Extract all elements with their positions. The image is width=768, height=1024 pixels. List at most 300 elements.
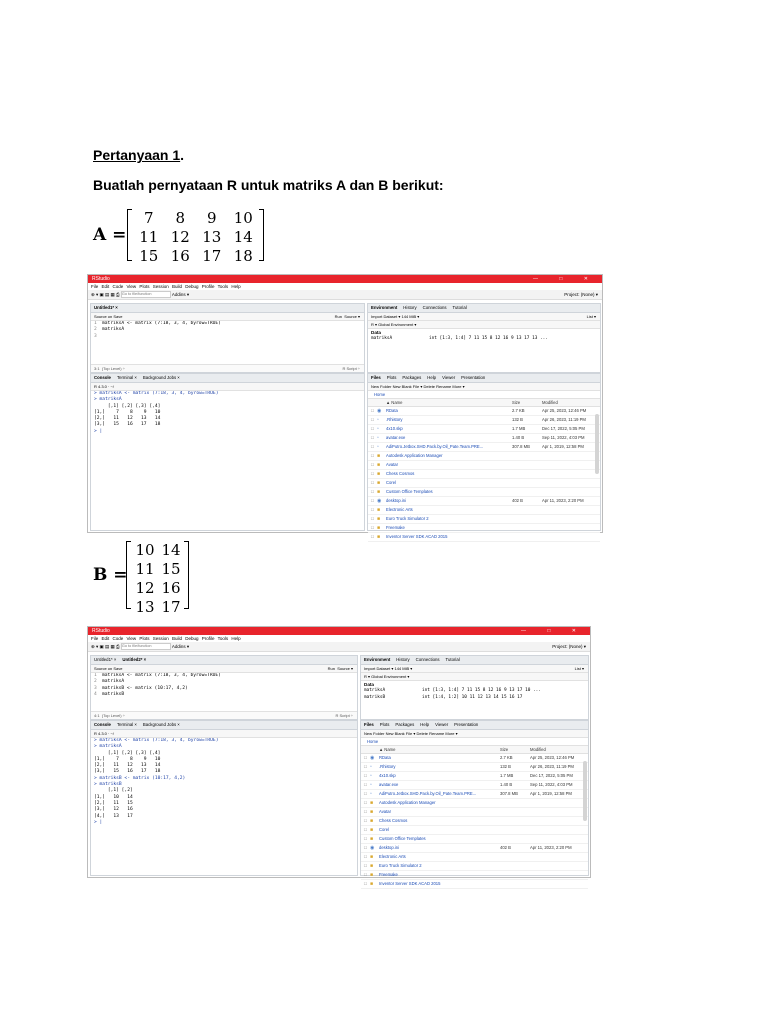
checkbox[interactable]: ☐: [363, 755, 368, 760]
file-name[interactable]: Custom Office Templates: [386, 489, 433, 494]
matrix-cell: 16: [161, 579, 181, 597]
console-line: [3,] 12 16: [94, 807, 133, 813]
source-pane: [90, 655, 358, 720]
source-toolbar: [91, 665, 357, 673]
tab-untitled2[interactable]: Untitled2* ×: [122, 657, 147, 662]
tab-connections[interactable]: Connections: [415, 657, 440, 662]
tab-terminal[interactable]: Terminal ×: [116, 722, 137, 727]
col-modified[interactable]: Modified: [530, 747, 546, 752]
rstudio-window-1: [87, 274, 603, 540]
file-size: 1.40 B: [512, 435, 525, 440]
checkbox[interactable]: ☐: [363, 773, 368, 778]
source-line[interactable]: [94, 334, 364, 340]
file-size: [512, 479, 542, 487]
folder-icon: ■: [370, 854, 374, 860]
file-row[interactable]: [368, 533, 600, 542]
folder-icon: ■: [377, 507, 381, 513]
tab-viewer[interactable]: Viewer: [435, 722, 449, 727]
question-title-period: .: [180, 147, 185, 163]
file-row[interactable]: [368, 425, 600, 434]
source-editor[interactable]: [91, 321, 364, 340]
file-name[interactable]: Corel: [379, 827, 390, 832]
env-var-name: matriksB: [364, 694, 386, 700]
checkbox[interactable]: ☐: [370, 435, 375, 440]
line-code: matriksB: [102, 691, 125, 697]
file-name[interactable]: Avatar: [379, 809, 392, 814]
tab-terminal[interactable]: Terminal ×: [116, 375, 137, 380]
breadcrumb-home[interactable]: Home: [368, 391, 600, 399]
title-bar: [88, 275, 602, 283]
checkbox[interactable]: ☐: [370, 426, 375, 431]
file-name[interactable]: Chess Cosmos: [379, 818, 408, 823]
file-icon: ▫: [370, 773, 372, 779]
console-line: [3,] 15 16 17 18: [94, 422, 161, 428]
import-dataset[interactable]: Import Dataset ▾ 144 MiB ▾: [364, 666, 413, 671]
folder-icon: ■: [377, 453, 381, 459]
folder-icon: ■: [377, 489, 381, 495]
matrix-b: [93, 539, 193, 616]
files-pane: [367, 373, 601, 540]
file-name[interactable]: 4x10.skp: [386, 426, 403, 431]
matrix-a-left-bracket: [127, 209, 132, 261]
file-modified: [530, 880, 588, 888]
line-number: 4: [94, 691, 97, 697]
file-name[interactable]: avatar.exe: [379, 782, 399, 787]
file-name[interactable]: desktop.ini: [386, 498, 407, 503]
file-name[interactable]: Inventor Server SDK ACAD 2015: [386, 534, 448, 539]
rstudio-window-2: [87, 626, 591, 887]
matrix-cell: 11: [135, 560, 155, 578]
file-size: [512, 506, 542, 514]
file-size: [500, 799, 530, 807]
file-size: [500, 835, 530, 843]
file-row[interactable]: [361, 826, 588, 835]
console-output[interactable]: [91, 391, 364, 435]
col-name[interactable]: ▲ Name: [379, 747, 396, 752]
file-name[interactable]: Inventor Server SDK ACAD 2015: [379, 881, 441, 886]
tab-console[interactable]: Console: [94, 722, 111, 727]
file-row[interactable]: [361, 835, 588, 844]
console-line: [,1] [,2]: [94, 788, 133, 794]
tab-packages[interactable]: Packages: [402, 375, 422, 380]
file-row[interactable]: [361, 853, 588, 862]
file-modified: Apr 25, 2023, 12:46 PM: [530, 755, 575, 760]
console-line: [3,] 15 16 17 18: [94, 769, 161, 775]
r-version: R 4.3.0 · ~/: [91, 383, 364, 391]
global-env-selector[interactable]: R ▾ Global Environment ▾: [361, 673, 588, 681]
checkbox[interactable]: ☐: [363, 818, 368, 823]
tab-connections[interactable]: Connections: [422, 305, 447, 310]
console-line: [2,] 11 15: [94, 800, 133, 806]
checkbox[interactable]: ☐: [363, 764, 368, 769]
files-toolbar[interactable]: New Folder New Blank File ▾ Delete Rename More ▾: [368, 383, 600, 391]
menu-bar[interactable]: File Edit Code View Plots Session Build Debug Profile Tools Help: [88, 635, 590, 642]
matrix-row: [133, 247, 259, 266]
source-button[interactable]: Source ▾: [337, 666, 353, 671]
file-name[interactable]: Euro Truck Simulator 2: [379, 863, 422, 868]
file-name[interactable]: 4x10.skp: [379, 773, 396, 778]
project-menu[interactable]: Project: (None) ▾: [552, 644, 586, 649]
checkbox[interactable]: ☐: [370, 417, 375, 422]
checkbox[interactable]: ☐: [370, 525, 375, 530]
line-number: 2: [94, 327, 97, 333]
file-size: [512, 470, 542, 478]
line-code: matriksA: [102, 679, 125, 685]
console-line: [1,] 10 14: [94, 794, 133, 800]
file-modified: [542, 461, 600, 469]
checkbox[interactable]: ☐: [363, 800, 368, 805]
matrix-cell: 7: [143, 209, 154, 227]
file-row[interactable]: [361, 763, 588, 772]
file-modified: [530, 853, 588, 861]
run-button[interactable]: Run: [327, 666, 335, 671]
matrix-a-table: [133, 209, 259, 266]
file-modified: Apr 1, 2019, 12:58 PM: [542, 444, 584, 449]
file-modified: [530, 871, 588, 879]
matrix-cell: 8: [175, 209, 186, 227]
file-modified: Apr 26, 2023, 11:19 PM: [530, 764, 574, 769]
source-status: [91, 711, 357, 719]
checkbox[interactable]: ☐: [363, 863, 368, 868]
checkbox[interactable]: ☐: [370, 408, 375, 413]
file-size: 402 B: [500, 845, 511, 850]
toolbar-icons[interactable]: ⊕ ▾ ▣ ▤ ▦ ⎙: [91, 292, 121, 297]
env-list: [368, 336, 600, 343]
file-row[interactable]: [361, 790, 588, 799]
file-modified: Sep 11, 2022, 4:03 PM: [542, 435, 585, 440]
file-row[interactable]: [368, 497, 600, 506]
file-row[interactable]: [361, 862, 588, 871]
tab-help[interactable]: Help: [420, 722, 430, 727]
files-header: [368, 399, 600, 407]
matrix-cell: 18: [233, 247, 253, 265]
file-size: 402 B: [512, 498, 523, 503]
file-name[interactable]: RData: [386, 408, 398, 413]
file-modified: [542, 488, 600, 496]
file-icon: ▫: [370, 791, 372, 797]
file-name[interactable]: Freemake: [379, 872, 398, 877]
breadcrumb-home[interactable]: Home: [361, 738, 588, 746]
file-row[interactable]: [368, 488, 600, 497]
file-row[interactable]: [361, 871, 588, 880]
file-modified: [530, 799, 588, 807]
matrix-b-label: B =: [93, 565, 128, 585]
window-title: RStudio: [92, 628, 110, 634]
file-size: 2.7 KB: [500, 755, 513, 760]
file-modified: [542, 515, 600, 523]
col-modified[interactable]: Modified: [542, 400, 558, 405]
file-name[interactable]: avatar.exe: [386, 435, 406, 440]
checkbox[interactable]: ☐: [363, 782, 368, 787]
checkbox[interactable]: ☐: [363, 854, 368, 859]
matrix-cell: 13: [202, 228, 222, 246]
file-modified: [530, 835, 588, 843]
file-name[interactable]: AdiPutro.Jetbox.SHD.Pack.by.Oil_Pate.Team.PRE...: [386, 444, 484, 449]
tab-packages[interactable]: Packages: [395, 722, 415, 727]
tab-files[interactable]: Files: [364, 722, 374, 727]
console-line: > matriksA: [94, 397, 122, 403]
env-toolbar: [361, 665, 588, 673]
file-name[interactable]: .Rhistory: [386, 417, 403, 422]
tab-history[interactable]: History: [396, 657, 410, 662]
file-row[interactable]: [368, 461, 600, 470]
tab-presentation[interactable]: Presentation: [454, 722, 479, 727]
file-row[interactable]: [368, 506, 600, 515]
matrix-cell: 12: [170, 228, 190, 246]
folder-icon: ■: [370, 881, 374, 887]
checkbox[interactable]: ☐: [370, 444, 375, 449]
file-name[interactable]: Autodesk Application Manager: [379, 800, 436, 805]
file-row[interactable]: [361, 781, 588, 790]
environment-pane: [367, 303, 601, 373]
list-view[interactable]: List ▾: [586, 314, 596, 319]
main-toolbar: [88, 642, 590, 652]
file-name[interactable]: Euro Truck Simulator 2: [386, 516, 429, 521]
file-icon: ▫: [377, 426, 379, 432]
tab-environment[interactable]: Environment: [364, 657, 391, 662]
matrix-row: [132, 598, 184, 617]
file-row[interactable]: [368, 470, 600, 479]
matrix-b-left-bracket: [126, 541, 131, 609]
file-size: 307.8 MB: [500, 791, 518, 796]
tab-presentation[interactable]: Presentation: [461, 375, 486, 380]
folder-icon: ■: [370, 872, 374, 878]
data-header: Data: [371, 330, 381, 335]
tab-plots[interactable]: Plots: [379, 722, 390, 727]
matrix-row: [132, 560, 184, 579]
checkbox[interactable]: ☐: [370, 453, 375, 458]
file-name[interactable]: Autodesk Application Manager: [386, 453, 443, 458]
file-row[interactable]: [361, 808, 588, 817]
checkbox[interactable]: ☐: [370, 471, 375, 476]
goto-file-input[interactable]: Go to file/function: [121, 291, 171, 298]
matrix-cell: 10: [135, 541, 155, 559]
scrollbar[interactable]: [595, 414, 599, 474]
file-row[interactable]: [368, 407, 600, 416]
tab-tutorial[interactable]: Tutorial: [452, 305, 467, 310]
checkbox[interactable]: ☐: [370, 507, 375, 512]
console-line: [2,] 11 12 13 14: [94, 763, 161, 769]
tab-files[interactable]: Files: [371, 375, 381, 380]
file-size: [500, 817, 530, 825]
file-name[interactable]: Corel: [386, 480, 397, 485]
tab-tutorial[interactable]: Tutorial: [445, 657, 460, 662]
matrix-row: [133, 209, 259, 228]
checkbox[interactable]: ☐: [370, 480, 375, 485]
line-number: 3: [94, 333, 97, 339]
folder-icon: ■: [370, 809, 374, 815]
addins-menu[interactable]: Addins ▾: [171, 292, 190, 297]
file-size: [500, 862, 530, 870]
run-button[interactable]: Run: [334, 314, 342, 319]
source-line[interactable]: [94, 692, 357, 698]
file-size: [500, 871, 530, 879]
checkbox[interactable]: ☐: [370, 462, 375, 467]
file-name[interactable]: Electronic Arts: [386, 507, 413, 512]
addins-menu[interactable]: Addins ▾: [171, 644, 190, 649]
tab-untitled1[interactable]: Untitled1* ×: [94, 305, 118, 310]
tab-background-jobs[interactable]: Background Jobs ×: [142, 375, 180, 380]
folder-icon: ■: [377, 471, 381, 477]
source-editor[interactable]: [91, 673, 357, 698]
checkbox[interactable]: ☐: [363, 791, 368, 796]
file-name[interactable]: .Rhistory: [379, 764, 396, 769]
col-size[interactable]: Size: [500, 747, 509, 752]
console-line: > matriksA <- matrix (7:18, 3, 4, byrow=TRUE): [94, 391, 219, 396]
env-row[interactable]: [361, 695, 588, 702]
line-code: matriksA: [102, 327, 125, 333]
file-modified: Dec 17, 2022, 5:05 PM: [542, 426, 585, 431]
file-row[interactable]: [368, 443, 600, 452]
matrix-cell: 14: [161, 541, 181, 559]
matrix-cell: 13: [135, 598, 155, 616]
tab-environment[interactable]: Environment: [371, 305, 398, 310]
cursor-position: 4:1: [94, 713, 100, 718]
env-row[interactable]: [368, 336, 600, 343]
checkbox[interactable]: ☐: [363, 836, 368, 841]
matrix-b-right-bracket: [184, 541, 189, 609]
file-name[interactable]: Freemake: [386, 525, 405, 530]
project-menu[interactable]: Project: (None) ▾: [564, 292, 598, 297]
file-size: 132 B: [500, 764, 511, 769]
checkbox[interactable]: ☐: [370, 498, 375, 503]
file-row[interactable]: [368, 515, 600, 524]
folder-icon: ■: [377, 534, 381, 540]
file-size: [512, 533, 542, 541]
checkbox[interactable]: ☐: [370, 489, 375, 494]
tab-background-jobs[interactable]: Background Jobs ×: [142, 722, 180, 727]
file-modified: [530, 862, 588, 870]
matrix-row: [132, 541, 184, 560]
window-title: RStudio: [92, 276, 110, 282]
checkbox[interactable]: ☐: [363, 809, 368, 814]
list-view[interactable]: List ▾: [574, 666, 584, 671]
folder-icon: ■: [370, 863, 374, 869]
tab-help[interactable]: Help: [427, 375, 437, 380]
folder-icon: ■: [377, 525, 381, 531]
file-modified: [542, 533, 600, 541]
checkbox[interactable]: ☐: [370, 534, 375, 539]
matrix-cell: 15: [139, 247, 159, 265]
global-env-selector[interactable]: R ▾ Global Environment ▾: [368, 321, 600, 329]
file-name[interactable]: Electronic Arts: [379, 854, 406, 859]
file-row[interactable]: [361, 799, 588, 808]
folder-icon: ■: [377, 516, 381, 522]
question-text: Buatlah pernyataan R untuk matriks A dan B berikut:: [93, 177, 444, 193]
file-name[interactable]: RData: [379, 755, 391, 760]
matrix-a-label: A =: [93, 225, 127, 245]
file-row[interactable]: [361, 880, 588, 889]
file-row[interactable]: [361, 844, 588, 853]
file-size: 132 B: [512, 417, 523, 422]
source-on-save[interactable]: Source on Save: [94, 314, 123, 319]
file-row[interactable]: [368, 416, 600, 425]
file-icon: ◉: [370, 755, 375, 761]
checkbox[interactable]: ☐: [363, 872, 368, 877]
checkbox[interactable]: ☐: [363, 845, 368, 850]
files-tabs: [361, 721, 588, 730]
file-size: 2.7 KB: [512, 408, 525, 413]
file-size: [512, 524, 542, 532]
file-name[interactable]: Custom Office Templates: [379, 836, 426, 841]
env-toolbar: [368, 313, 600, 321]
file-name[interactable]: Avatar: [386, 462, 399, 467]
toolbar-icons[interactable]: ⊕ ▾ ▣ ▤ ▦ ⎙: [91, 644, 121, 649]
file-row[interactable]: [361, 817, 588, 826]
line-number: 3: [94, 685, 97, 691]
source-on-save[interactable]: Source on Save: [94, 666, 123, 671]
window-controls[interactable]: — □ ✕: [533, 276, 598, 282]
console-line: > matriksA: [94, 744, 122, 750]
file-modified: [530, 808, 588, 816]
col-size[interactable]: Size: [512, 400, 521, 405]
tab-plots[interactable]: Plots: [386, 375, 397, 380]
window-controls[interactable]: — □ ✕: [521, 628, 586, 634]
goto-file-input[interactable]: Go to file/function: [121, 643, 171, 650]
file-name[interactable]: desktop.ini: [379, 845, 400, 850]
data-header: Data: [364, 682, 374, 687]
file-type[interactable]: R Script ÷: [342, 366, 360, 371]
file-size: 1.7 MB: [500, 773, 514, 778]
file-modified: Sep 11, 2022, 4:03 PM: [530, 782, 573, 787]
console-line: > matriksB <- matrix (10:17, 4,2): [94, 775, 186, 781]
file-modified: [542, 479, 600, 487]
tab-viewer[interactable]: Viewer: [442, 375, 456, 380]
file-row[interactable]: [368, 434, 600, 443]
tab-console[interactable]: Console: [94, 375, 111, 380]
file-modified: Apr 25, 2023, 12:46 PM: [542, 408, 587, 413]
environment-pane: [360, 655, 589, 720]
matrix-cell: 15: [161, 560, 181, 578]
matrix-b-table: [132, 541, 184, 617]
file-name[interactable]: AdiPutro.Jetbox.SHD.Pack.by.Oil_Pate.Team.PRE...: [379, 791, 477, 796]
folder-icon: ■: [370, 800, 374, 806]
file-name[interactable]: Chess Cosmos: [386, 471, 415, 476]
folder-icon: ■: [370, 836, 374, 842]
file-row[interactable]: [361, 754, 588, 763]
file-row[interactable]: [361, 772, 588, 781]
source-toolbar: [91, 313, 364, 321]
menu-bar[interactable]: File Edit Code View Plots Session Build Debug Profile Tools Help: [88, 283, 602, 290]
source-button[interactable]: Source ▾: [344, 314, 360, 319]
scrollbar[interactable]: [583, 761, 587, 821]
tab-history[interactable]: History: [403, 305, 417, 310]
console-line: > matriksB: [94, 782, 122, 788]
file-type[interactable]: R Script ÷: [335, 713, 353, 718]
matrix-cell: 14: [233, 228, 253, 246]
env-var-value: int [1:4, 1:2] 10 11 12 13 14 15 16 17: [422, 694, 523, 700]
top-level[interactable]: (Top Level) ÷: [101, 713, 125, 718]
checkbox[interactable]: ☐: [363, 881, 368, 886]
folder-icon: ■: [377, 462, 381, 468]
checkbox[interactable]: ☐: [370, 516, 375, 521]
import-dataset[interactable]: Import Dataset ▾ 144 MiB ▾: [371, 314, 420, 319]
file-row[interactable]: [368, 452, 600, 461]
console-line: [1,] 7 8 9 10: [94, 756, 161, 762]
top-level[interactable]: (Top Level) ÷: [101, 366, 125, 371]
file-row[interactable]: [368, 524, 600, 533]
console-pane: [90, 373, 365, 531]
matrix-a: [93, 207, 263, 265]
files-toolbar[interactable]: New Folder New Blank File ▾ Delete Rename More ▾: [361, 730, 588, 738]
checkbox[interactable]: ☐: [363, 827, 368, 832]
file-size: [500, 853, 530, 861]
tab-untitled1[interactable]: Untitled1* ×: [94, 657, 117, 662]
env-var-name: matriksA: [364, 688, 386, 693]
file-row[interactable]: [368, 479, 600, 488]
console-output[interactable]: [91, 738, 357, 826]
col-name[interactable]: ▲ Name: [386, 400, 403, 405]
